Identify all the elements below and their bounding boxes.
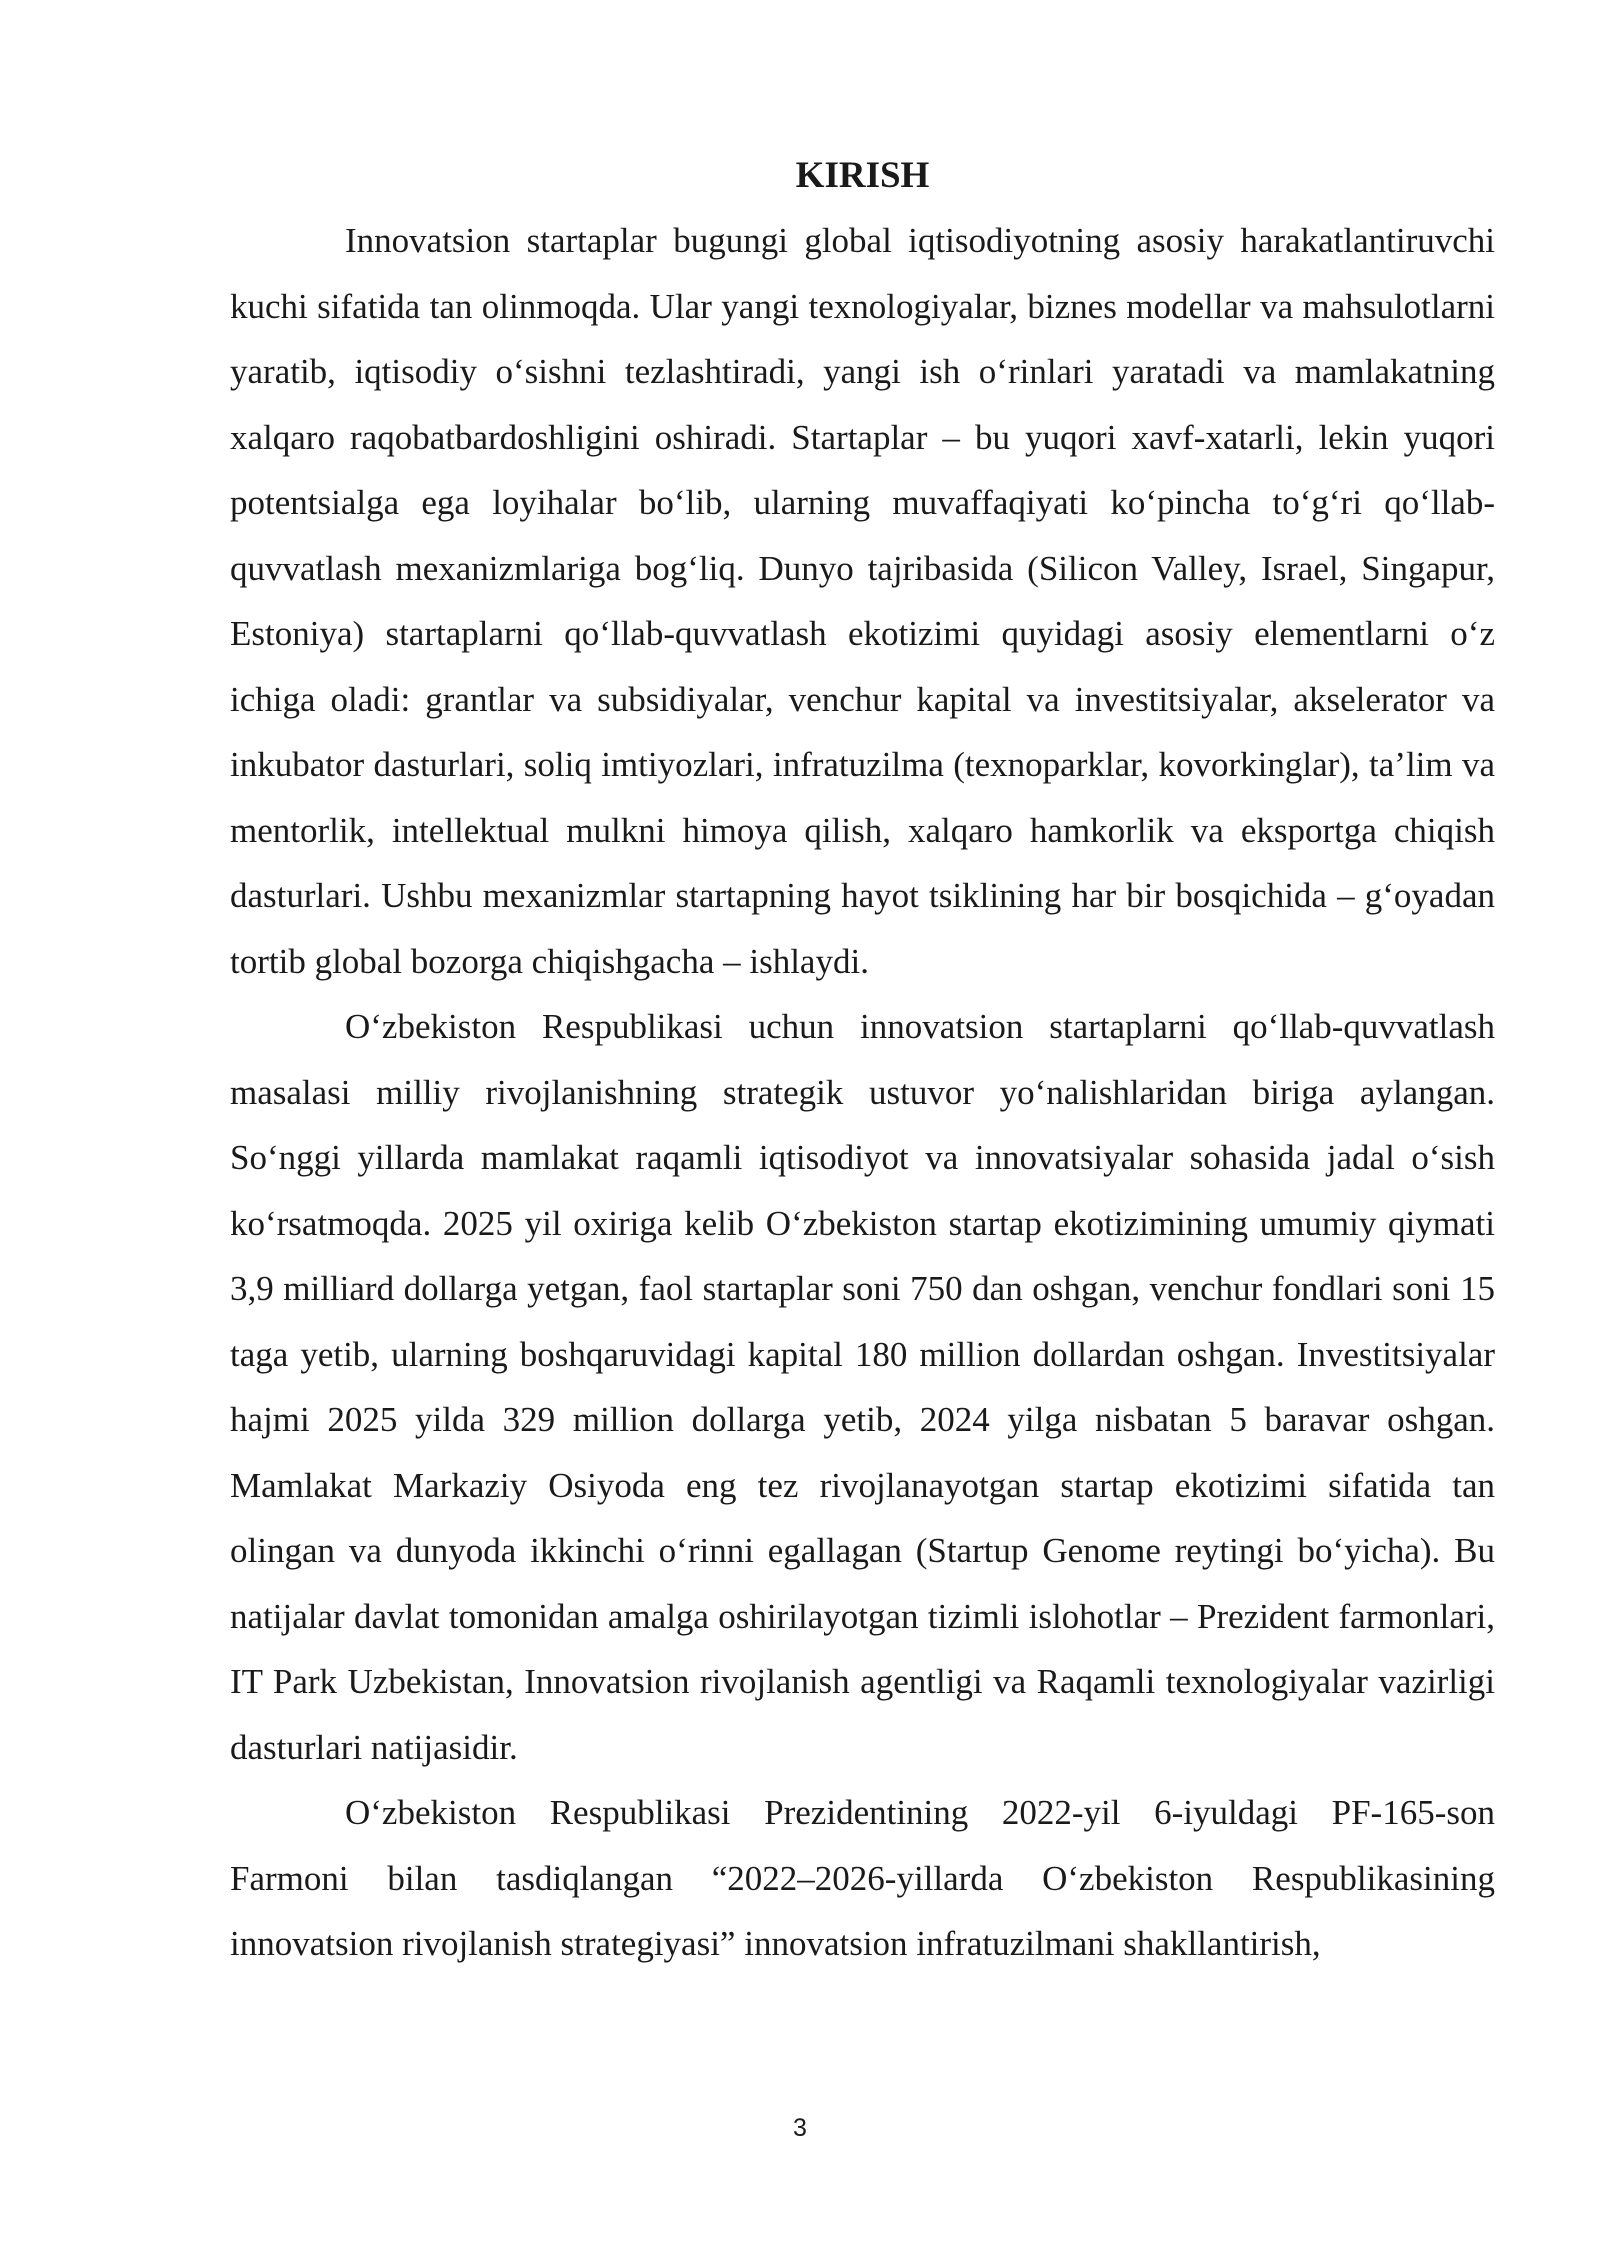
section-heading: KIRISH	[795, 155, 930, 196]
paragraph-2: O‘zbekiston Respublikasi uchun innovatsion startaplarni qo‘llab-quvvatlash masalasi milliy rivojlanishning strategik ustuvor yo‘nalishlaridan biriga aylangan. So‘nggi yillarda mamlakat raqamli iqtisodiyot va innovatsiyalar sohasida jadal o‘sish ko‘rsatmoqda. 2025 yil oxiriga kelib O‘zbekiston startap ekotizimining umumiy qiymati 3,9 milliard dollarga yetgan, faol startaplar soni 750 dan oshgan, venchur fondlari soni 15 taga yetib, ularning boshqaruvidagi kapital 180 million dollardan oshgan. Investitsiyalar hajmi 2025 yilda 329 million dollarga yetib, 2024 yilga nisbatan 5 baravar oshgan. Mamlakat Markaziy Osiyoda eng tez rivojlanayotgan startap ekotizimi sifatida tan olingan va dunyoda ikkinchi o‘rinni egallagan (Startup Genome reytingi bo‘yicha). Bu natijalar davlat tomonidan amalga oshirilayotgan tizimli islohotlar – Prezident farmonlari, IT Park Uzbekistan, Innovatsion rivojlanish agentligi va Raqamli texnologiyalar vazirligi dasturlari natijasidir.	[230, 1007, 1495, 1767]
page-number: 3	[793, 2114, 807, 2142]
paragraph-1: Innovatsion startaplar bugungi global iqtisodiyotning asosiy harakatlantiruvchi kuchi sifatida tan olinmoqda. Ular yangi texnologiyalar, biznes modellar va mahsulotlarni yaratib, iqtisodiy o‘sishni tezlashtiradi, yangi ish o‘rinlari yaratadi va mamlakatning xalqaro raqobatbardoshligini oshiradi. Startaplar – bu yuqori xavf-xatarli, lekin yuqori potentsialga ega loyihalar bo‘lib, ularning muvaffaqiyati ko‘pincha to‘g‘ri qo‘llab-quvvatlash mexanizmlariga bog‘liq. Dunyo tajribasida (Silicon Valley, Israel, Singapur, Estoniya) startaplarni qo‘llab-quvvatlash ekotizimi quyidagi asosiy elementlarni o‘z ichiga oladi: grantlar va subsidiyalar, venchur kapital va investitsiyalar, akselerator va inkubator dasturlari, soliq imtiyozlari, infratuzilma (texnoparklar, kovorkinglar), ta’lim va mentorlik, intellektual mulkni himoya qilish, xalqaro hamkorlik va eksportga chiqish dasturlari. Ushbu mexanizmlar startapning hayot tsiklining har bir bosqichida – g‘oyadan tortib global bozorga chiqishgacha – ishlaydi.	[230, 221, 1495, 981]
document-body	[230, 150, 1495, 1977]
paragraph-3: O‘zbekiston Respublikasi Prezidentining 2022-yil 6-iyuldagi PF-165-son Farmoni bilan tasdiqlangan “2022–2026-yillarda O‘zbekiston Respublikasining innovatsion rivojlanish strategiyasi” innovatsion infratuzilmani shakllantirish,	[230, 1793, 1495, 1963]
